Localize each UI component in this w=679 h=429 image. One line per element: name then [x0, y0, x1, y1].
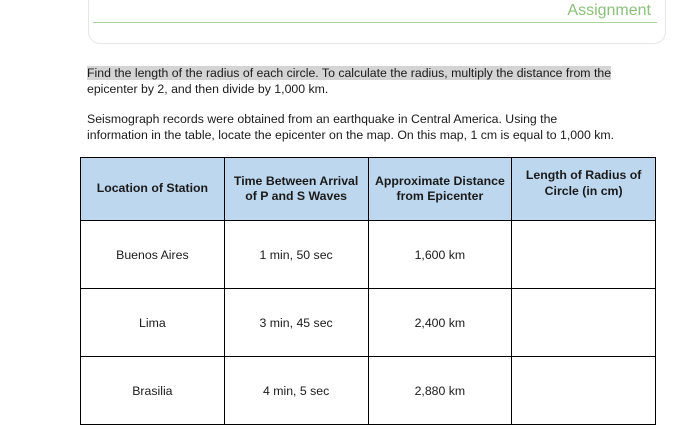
cell-location: Buenos Aires [81, 221, 225, 289]
seismograph-table [80, 157, 656, 425]
table-header-row [81, 158, 656, 221]
cell-time: 3 min, 45 sec [224, 289, 368, 357]
info-paragraph [87, 111, 667, 143]
instruction-line-1: Find the length of the radius of each circle. To calculate the radius, multiply the distance from the [87, 66, 612, 80]
info-line-1: Seismograph records were obtained from an earthquake in Central America. Using the [87, 112, 558, 126]
cell-distance: 2,880 km [368, 357, 512, 425]
assignment-box [88, 0, 666, 44]
cell-distance: 1,600 km [368, 221, 512, 289]
table-row [81, 357, 656, 425]
table-row [81, 221, 656, 289]
header-time: Time Between Arrival of P and S Waves [224, 158, 368, 221]
cell-radius[interactable] [512, 357, 656, 425]
header-radius: Length of Radius of Circle (in cm) [512, 158, 656, 221]
cell-time: 1 min, 50 sec [224, 221, 368, 289]
assignment-underline [93, 22, 657, 23]
table-row [81, 289, 656, 357]
cell-radius[interactable] [512, 289, 656, 357]
cell-location: Lima [81, 289, 225, 357]
cell-location: Brasilia [81, 357, 225, 425]
info-line-2: information in the table, locate the epicenter on the map. On this map, 1 cm is equal to 1,000 km. [87, 128, 615, 142]
cell-distance: 2,400 km [368, 289, 512, 357]
instruction-line-2: epicenter by 2, and then divide by 1,000 km. [87, 82, 329, 96]
cell-time: 4 min, 5 sec [224, 357, 368, 425]
instruction-paragraph [87, 65, 662, 97]
cell-radius[interactable] [512, 221, 656, 289]
header-distance: Approximate Distance from Epicenter [368, 158, 512, 221]
header-location: Location of Station [81, 158, 225, 221]
assignment-label: Assignment [567, 2, 651, 19]
